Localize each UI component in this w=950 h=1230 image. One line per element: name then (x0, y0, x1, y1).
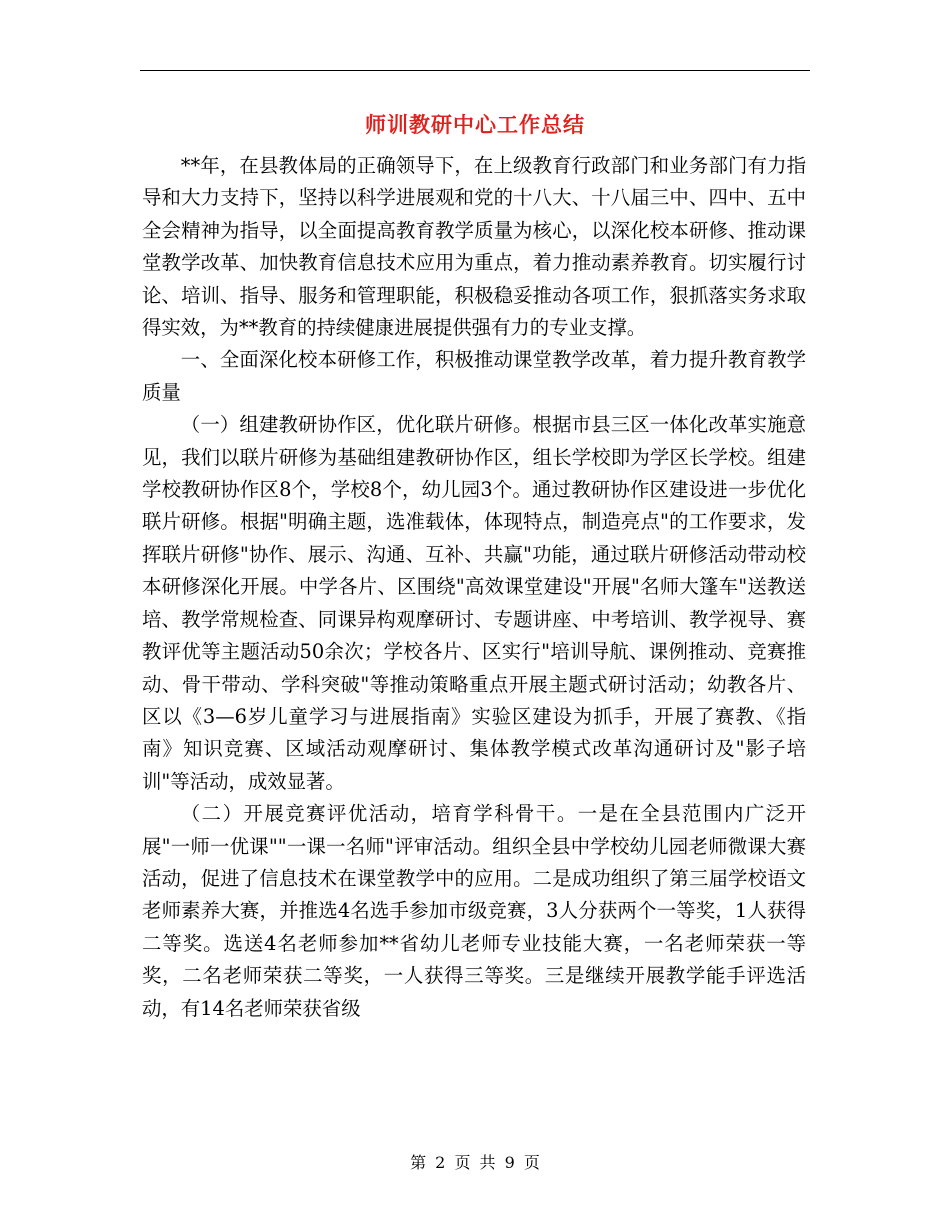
header-rule (140, 70, 810, 71)
paragraph-item-1: （一）组建教研协作区，优化联片研修。根据市县三区一体化改革实施意见，我们以联片研修为基础组建教研协作区，组长学校即为学区长学校。组建学校教研协作区8个，学校8个，幼儿园3个。通过教研协作区建设进一步优化联片研修。根据"明确主题，选准载体，体现特点，制造亮点"的工作要求，发挥联片研修"协作、展示、沟通、互补、共赢"功能，通过联片研修活动带动校本研修深化开展。中学各片、区围绕"高效课堂建设"开展"名师大篷车"送教送培、教学常规检查、同课异构观摩研讨、专题讲座、中考培训、教学视导、赛教评优等主题活动50余次；学校各片、区实行"培训导航、课例推动、竞赛推动、骨干带动、学科突破"等推动策略重点开展主题式研讨活动；幼教各片、区以《3—6岁儿童学习与进展指南》实验区建设为抓手，开展了赛教、《指南》知识竞赛、区域活动观摩研讨、集体教学模式改革沟通研讨及"影子培训"等活动，成效显著。 (142, 413, 806, 793)
paragraph-intro: **年，在县教体局的正确领导下，在上级教育行政部门和业务部门有力指导和大力支持下，坚持以科学进展观和党的十八大、十八届三中、四中、五中全会精神为指导，以全面提高教育教学质量为核心，以深化校本研修、推动课堂教学改革、加快教育信息技术应用为重点，着力推动素养教育。切实履行讨论、培训、指导、服务和管理职能，积极稳妥推动各项工作，狠抓落实务求取得实效，为**教育的持续健康进展提供强有力的专业支撑。 (142, 154, 806, 340)
paragraph-item-2: （二）开展竞赛评优活动，培育学科骨干。一是在全县范围内广泛开展"一师一优课""一课一名师"评审活动。组织全县中学校幼儿园老师微课大赛活动，促进了信息技术在课堂教学中的应用。二是成功组织了第三届学校语文老师素养大赛，并推选4名选手参加市级竞赛，3人分获两个一等奖，1人获得二等奖。选送4名老师参加**省幼儿老师专业技能大赛，一名老师荣获一等奖，二名老师荣获二等奖，一人获得三等奖。三是继续开展教学能手评选活动，有14名老师荣获省级 (142, 802, 806, 1020)
paragraph-section-heading: 一、全面深化校本研修工作，积极推动课堂教学改革，着力提升教育教学质量 (142, 348, 806, 404)
document-title: 师训教研中心工作总结 (365, 112, 585, 137)
document-body (142, 150, 806, 1025)
page-number-footer: 第 2 页 共 9 页 (410, 1153, 540, 1172)
